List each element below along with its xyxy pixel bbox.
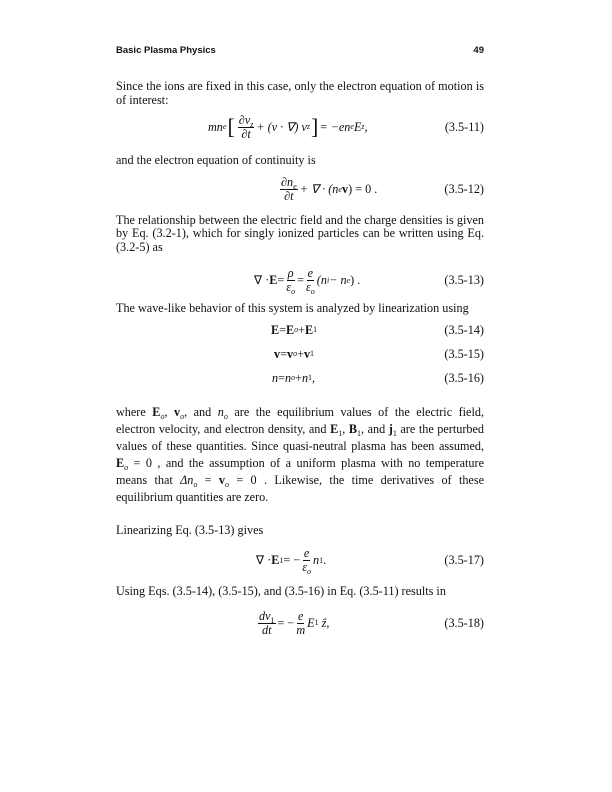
math: o (225, 480, 229, 490)
math: o (193, 480, 198, 490)
eq-term: ∇ · (254, 273, 270, 288)
header-title: Basic Plasma Physics (116, 45, 216, 56)
eq-term: ε (302, 560, 308, 575)
eq-term: E (353, 119, 362, 134)
equation-number: (3.5-15) (444, 346, 484, 361)
eq-term: n (313, 553, 320, 568)
paragraph: Using Eqs. (3.5-14), (3.5-15), and (3.5-16) in Eq. (3.5-11) results in (116, 583, 446, 598)
eq-sub: e (293, 182, 297, 192)
eq-sub: o (291, 287, 296, 297)
math: o (160, 412, 165, 422)
text: , (164, 405, 174, 420)
math: 1 (392, 429, 397, 439)
text: are the equilibrium values of the electric field, electron velocity, and electron density, and (116, 405, 484, 437)
equation-3-5-14: E = E o + E 1 (3.5-14) (271, 322, 484, 337)
eq-term: ∂t (284, 189, 294, 204)
eq-term: E (305, 322, 314, 337)
eq-term: dv (259, 608, 271, 623)
eq-term: + (295, 370, 302, 385)
eq-term: dt (262, 622, 272, 637)
math: E (330, 422, 339, 437)
eq-term: ε (305, 280, 311, 295)
eq-sub: z (250, 119, 254, 129)
math: Δn (180, 473, 194, 488)
math: E (116, 456, 125, 471)
eq-term: ∂t (241, 126, 251, 141)
right-bracket: ] (311, 114, 319, 140)
paragraph: Since the ions are fixed in this case, only the electron equation of motion is of interest: (116, 79, 484, 107)
math: B (348, 422, 357, 437)
eq-sub: o (310, 287, 315, 297)
equation-3-5-17: ∇ · E 1 = − $\frac{e}{\varepsilon_o}$ n 1 . (3.5-17) (256, 546, 484, 577)
eq-term: n (284, 370, 292, 385)
eq-term: v (303, 346, 311, 361)
text: where (116, 405, 153, 420)
page-body (116, 80, 484, 638)
running-header (116, 45, 484, 56)
text: = 0 , and the assumption of a uniform plasma with no temperature means that (116, 456, 484, 488)
text: , and (184, 405, 218, 420)
eq-sub: 1 (270, 615, 275, 625)
eq-term: ∇ · (256, 553, 272, 568)
eq-term: E (271, 553, 280, 568)
equation-number: (3.5-13) (444, 273, 484, 288)
eq-term: ) = 0 . (348, 182, 378, 197)
paragraph: Linearizing Eq. (3.5-13) gives (116, 523, 264, 538)
equation-number: (3.5-14) (444, 322, 484, 337)
eq-term: m (296, 622, 306, 637)
eq-term: = − (283, 553, 301, 568)
eq-term: E (307, 615, 315, 630)
equation-3-5-18: $\frac{dv_1}{dt}$ = − $\frac{e}{m}$ E 1 ẑ , (3.5-18) (259, 608, 484, 637)
eq-term: v (274, 346, 281, 361)
eq-term: e (298, 608, 304, 623)
eq-term: e (303, 546, 310, 561)
eq-term: = − (277, 615, 295, 630)
text: , (342, 422, 349, 437)
eq-term: = (297, 273, 304, 288)
eq-term: = (280, 346, 287, 361)
eq-term: . (323, 553, 327, 568)
eq-term: + ∇ · (n (299, 182, 339, 197)
equation-number: (3.5-12) (444, 182, 484, 197)
equation-3-5-11: mn e [ $\partial v_z$ ∂t + (v · ∇) v z ] = −en e E z , (3.5-11) (208, 112, 484, 141)
eq-term: (n (316, 273, 327, 288)
paragraph: and the electron equation of continuity is (116, 153, 316, 168)
equation-3-5-12: $\partial n_e$ ∂t + ∇ · (n e v ) = 0 . (3.5-12) (281, 175, 484, 204)
equation-3-5-15: v = v o + v 1 (3.5-15) (274, 346, 484, 361)
equation-number: (3.5-18) (444, 615, 484, 630)
eq-term: = (277, 273, 285, 288)
left-bracket: [ (227, 114, 235, 140)
eq-term: v (341, 182, 349, 197)
eq-term: E (271, 322, 280, 337)
equation-number: (3.5-17) (444, 553, 484, 568)
equation-3-5-16: n = n o + n 1 , (3.5-16) (272, 370, 484, 385)
text: = (197, 473, 219, 488)
eq-term: mn (208, 119, 223, 134)
eq-term: = (279, 322, 287, 337)
equation-number: (3.5-16) (444, 370, 484, 385)
equation-number: (3.5-11) (444, 119, 484, 134)
equation-3-5-13: ∇ · E = $\frac{\rho}{\varepsilon_o}$ = $\frac{e}{\varepsilon_o}$ (n i − n e ) . (3.5-13) (254, 266, 484, 297)
eq-term: ρ (287, 266, 294, 281)
eq-term: n (301, 370, 309, 385)
eq-term: + (298, 322, 306, 337)
paragraph: The relationship between the electric field and the charge densities is given by Eq. (3.2-1), which for singly ionized particles can be written using Eq. (3.2-5) as (116, 212, 484, 254)
eq-term: ∂n (281, 175, 294, 190)
eq-term: E (269, 273, 278, 288)
math: o (180, 412, 185, 422)
eq-term: n (272, 370, 279, 385)
math: n (217, 405, 224, 420)
eq-term: ) . (350, 273, 361, 288)
eq-term: + (v · ∇) v (256, 119, 307, 134)
eq-sub: o (307, 567, 312, 577)
math: o (223, 412, 228, 422)
paragraph: The wave-like behavior of this system is analyzed by linearization using (116, 300, 469, 315)
math: 1 (356, 429, 361, 439)
eq-term: , (326, 615, 330, 630)
eq-term: + (297, 346, 304, 361)
math: 1 (338, 429, 343, 439)
math: o (124, 463, 129, 473)
eq-term: = −en (319, 119, 351, 134)
math: E (152, 405, 161, 420)
eq-term: ε (286, 280, 292, 295)
eq-term: , (364, 119, 368, 134)
eq-term: ∂v (238, 112, 251, 127)
eq-term: ẑ (321, 615, 327, 630)
page-number: 49 (473, 45, 484, 56)
eq-term: E (286, 322, 295, 337)
eq-term: v (286, 346, 294, 361)
eq-term: e (307, 266, 314, 281)
eq-term: − n (329, 273, 347, 288)
math: j (388, 422, 393, 437)
eq-term: = (278, 370, 285, 385)
paragraph (116, 404, 484, 506)
text: , and (360, 422, 389, 437)
eq-term: , (312, 370, 316, 385)
math: v (218, 473, 225, 488)
math: v (174, 405, 181, 420)
text: = 0 . Likewise, the time derivatives of these equilibrium quantities are zero. (116, 473, 484, 505)
text: are the perturbed values of these quantities. Since quasi-neutral plasma has been assumed, (116, 422, 484, 454)
